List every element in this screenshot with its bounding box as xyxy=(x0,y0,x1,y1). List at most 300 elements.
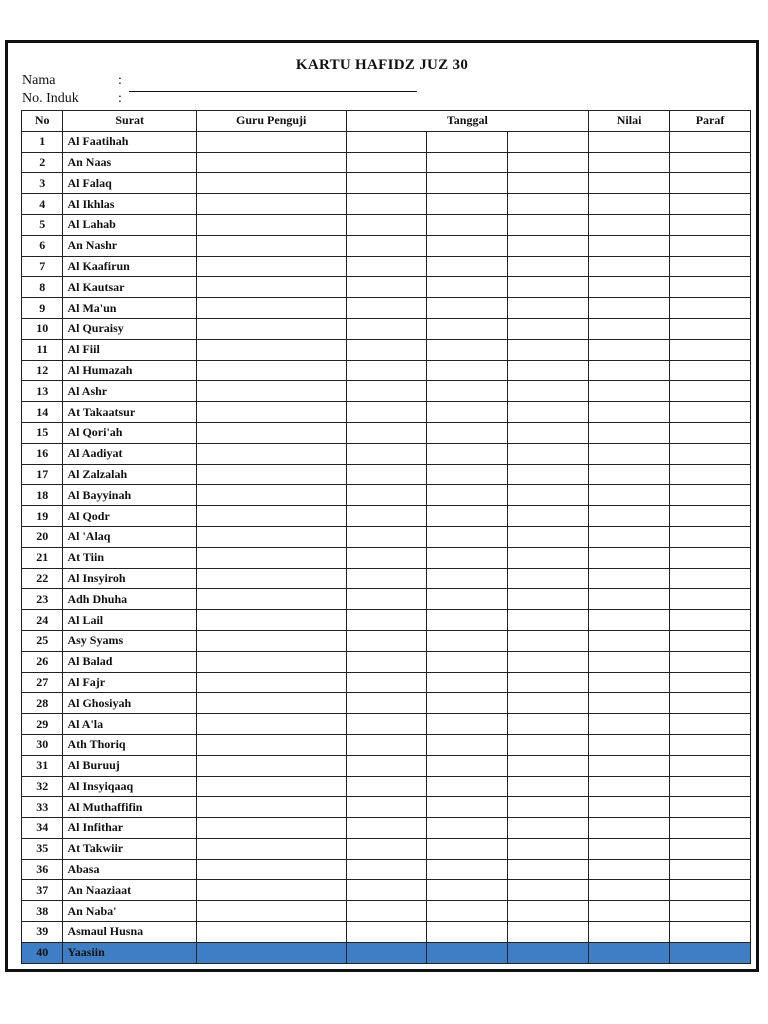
row-no: 17 xyxy=(22,464,63,485)
row-surat: Al Lahab xyxy=(63,214,196,235)
row-no: 18 xyxy=(22,485,63,506)
row-tanggal-2 xyxy=(427,381,508,402)
row-nilai xyxy=(589,547,670,568)
row-surat: Al A'la xyxy=(63,714,196,735)
row-nilai xyxy=(589,859,670,880)
row-no: 1 xyxy=(22,131,63,152)
row-guru-penguji xyxy=(196,152,346,173)
row-surat: At Takwiir xyxy=(63,838,196,859)
row-tanggal-1 xyxy=(346,214,427,235)
row-surat: Al Humazah xyxy=(63,360,196,381)
row-guru-penguji xyxy=(196,214,346,235)
table-row xyxy=(22,838,751,859)
row-tanggal-3 xyxy=(508,776,589,797)
row-paraf xyxy=(670,298,751,319)
row-guru-penguji xyxy=(196,880,346,901)
row-nilai xyxy=(589,818,670,839)
table-row xyxy=(22,797,751,818)
row-no: 20 xyxy=(22,526,63,547)
row-nilai xyxy=(589,318,670,339)
row-tanggal-1 xyxy=(346,859,427,880)
header-surat: Surat xyxy=(63,111,196,132)
row-tanggal-3 xyxy=(508,402,589,423)
row-guru-penguji xyxy=(196,755,346,776)
row-no: 29 xyxy=(22,714,63,735)
row-tanggal-3 xyxy=(508,256,589,277)
row-paraf xyxy=(670,776,751,797)
row-surat: Al Faatihah xyxy=(63,131,196,152)
row-tanggal-2 xyxy=(427,589,508,610)
row-tanggal-2 xyxy=(427,318,508,339)
row-tanggal-3 xyxy=(508,277,589,298)
row-paraf xyxy=(670,755,751,776)
row-no: 16 xyxy=(22,443,63,464)
row-paraf xyxy=(670,672,751,693)
row-tanggal-2 xyxy=(427,734,508,755)
row-no: 15 xyxy=(22,422,63,443)
table-row xyxy=(22,610,751,631)
row-tanggal-3 xyxy=(508,755,589,776)
induk-field xyxy=(22,91,122,107)
row-no: 13 xyxy=(22,381,63,402)
row-tanggal-1 xyxy=(346,443,427,464)
row-tanggal-1 xyxy=(346,360,427,381)
row-paraf xyxy=(670,422,751,443)
row-tanggal-2 xyxy=(427,298,508,319)
row-nilai xyxy=(589,464,670,485)
row-tanggal-2 xyxy=(427,859,508,880)
row-paraf xyxy=(670,402,751,423)
row-guru-penguji xyxy=(196,838,346,859)
row-paraf xyxy=(670,942,751,963)
row-tanggal-2 xyxy=(427,818,508,839)
table-row xyxy=(22,776,751,797)
row-tanggal-1 xyxy=(346,568,427,589)
row-tanggal-1 xyxy=(346,339,427,360)
row-tanggal-2 xyxy=(427,610,508,631)
row-tanggal-1 xyxy=(346,734,427,755)
header-tanggal: Tanggal xyxy=(346,111,589,132)
row-no: 38 xyxy=(22,901,63,922)
row-tanggal-2 xyxy=(427,651,508,672)
row-tanggal-3 xyxy=(508,485,589,506)
row-paraf xyxy=(670,630,751,651)
row-surat: Al Infithar xyxy=(63,818,196,839)
table-row xyxy=(22,277,751,298)
row-nilai xyxy=(589,630,670,651)
table-row xyxy=(22,381,751,402)
row-guru-penguji xyxy=(196,714,346,735)
row-surat: Al Kautsar xyxy=(63,277,196,298)
table-row xyxy=(22,360,751,381)
row-paraf xyxy=(670,131,751,152)
row-paraf xyxy=(670,485,751,506)
row-guru-penguji xyxy=(196,443,346,464)
row-no: 30 xyxy=(22,734,63,755)
row-surat: Al Qori'ah xyxy=(63,422,196,443)
table-row xyxy=(22,755,751,776)
row-paraf xyxy=(670,734,751,755)
row-no: 22 xyxy=(22,568,63,589)
nama-underline xyxy=(129,91,417,92)
table-row xyxy=(22,152,751,173)
nama-colon: : xyxy=(118,73,122,88)
row-tanggal-3 xyxy=(508,672,589,693)
row-paraf xyxy=(670,194,751,215)
row-tanggal-1 xyxy=(346,714,427,735)
row-tanggal-2 xyxy=(427,214,508,235)
row-nilai xyxy=(589,942,670,963)
row-guru-penguji xyxy=(196,298,346,319)
row-tanggal-2 xyxy=(427,922,508,943)
row-tanggal-2 xyxy=(427,838,508,859)
row-paraf xyxy=(670,506,751,527)
row-surat: At Tiin xyxy=(63,547,196,568)
nama-label: Nama xyxy=(22,73,56,88)
row-tanggal-2 xyxy=(427,672,508,693)
row-tanggal-1 xyxy=(346,797,427,818)
row-tanggal-2 xyxy=(427,131,508,152)
row-paraf xyxy=(670,880,751,901)
row-surat: Abasa xyxy=(63,859,196,880)
row-surat: Al Insyiqaaq xyxy=(63,776,196,797)
table-row xyxy=(22,318,751,339)
row-tanggal-1 xyxy=(346,526,427,547)
row-tanggal-1 xyxy=(346,402,427,423)
row-tanggal-1 xyxy=(346,838,427,859)
row-tanggal-2 xyxy=(427,776,508,797)
row-tanggal-1 xyxy=(346,173,427,194)
induk-label: No. Induk xyxy=(22,91,79,106)
row-nilai xyxy=(589,298,670,319)
header-guru-penguji: Guru Penguji xyxy=(196,111,346,132)
row-surat: An Naaziaat xyxy=(63,880,196,901)
row-tanggal-2 xyxy=(427,173,508,194)
row-surat: Al 'Alaq xyxy=(63,526,196,547)
row-nilai xyxy=(589,922,670,943)
row-surat: An Naas xyxy=(63,152,196,173)
row-tanggal-3 xyxy=(508,131,589,152)
row-paraf xyxy=(670,318,751,339)
row-tanggal-2 xyxy=(427,568,508,589)
row-guru-penguji xyxy=(196,859,346,880)
table-row xyxy=(22,256,751,277)
row-guru-penguji xyxy=(196,901,346,922)
row-guru-penguji xyxy=(196,131,346,152)
row-paraf xyxy=(670,443,751,464)
row-surat: At Takaatsur xyxy=(63,402,196,423)
row-guru-penguji xyxy=(196,422,346,443)
row-no: 2 xyxy=(22,152,63,173)
row-nilai xyxy=(589,693,670,714)
row-guru-penguji xyxy=(196,194,346,215)
row-tanggal-3 xyxy=(508,880,589,901)
row-tanggal-3 xyxy=(508,214,589,235)
row-paraf xyxy=(670,339,751,360)
row-no: 12 xyxy=(22,360,63,381)
row-surat: Al Falaq xyxy=(63,173,196,194)
row-guru-penguji xyxy=(196,235,346,256)
row-tanggal-1 xyxy=(346,776,427,797)
row-tanggal-1 xyxy=(346,422,427,443)
row-guru-penguji xyxy=(196,318,346,339)
row-nilai xyxy=(589,402,670,423)
row-tanggal-3 xyxy=(508,859,589,880)
row-tanggal-3 xyxy=(508,464,589,485)
row-surat: Al Quraisy xyxy=(63,318,196,339)
row-tanggal-2 xyxy=(427,630,508,651)
row-paraf xyxy=(670,838,751,859)
row-nilai xyxy=(589,880,670,901)
row-tanggal-3 xyxy=(508,734,589,755)
row-no: 24 xyxy=(22,610,63,631)
row-paraf xyxy=(670,381,751,402)
row-nilai xyxy=(589,755,670,776)
row-paraf xyxy=(670,610,751,631)
row-nilai xyxy=(589,651,670,672)
row-no: 23 xyxy=(22,589,63,610)
row-tanggal-2 xyxy=(427,506,508,527)
row-tanggal-2 xyxy=(427,464,508,485)
row-no: 3 xyxy=(22,173,63,194)
row-paraf xyxy=(670,818,751,839)
row-no: 4 xyxy=(22,194,63,215)
row-guru-penguji xyxy=(196,651,346,672)
row-nilai xyxy=(589,339,670,360)
row-tanggal-2 xyxy=(427,526,508,547)
row-nilai xyxy=(589,422,670,443)
row-paraf xyxy=(670,859,751,880)
row-tanggal-3 xyxy=(508,651,589,672)
row-tanggal-3 xyxy=(508,922,589,943)
table-row xyxy=(22,422,751,443)
row-nilai xyxy=(589,173,670,194)
row-nilai xyxy=(589,776,670,797)
row-tanggal-1 xyxy=(346,755,427,776)
row-no: 37 xyxy=(22,880,63,901)
row-nilai xyxy=(589,381,670,402)
row-tanggal-3 xyxy=(508,547,589,568)
row-no: 39 xyxy=(22,922,63,943)
table-row xyxy=(22,214,751,235)
row-no: 27 xyxy=(22,672,63,693)
row-nilai xyxy=(589,797,670,818)
row-tanggal-2 xyxy=(427,277,508,298)
row-no: 8 xyxy=(22,277,63,298)
row-nilai xyxy=(589,194,670,215)
row-guru-penguji xyxy=(196,693,346,714)
row-tanggal-3 xyxy=(508,339,589,360)
row-tanggal-1 xyxy=(346,256,427,277)
row-nilai xyxy=(589,672,670,693)
row-tanggal-3 xyxy=(508,173,589,194)
row-no: 34 xyxy=(22,818,63,839)
row-tanggal-2 xyxy=(427,797,508,818)
row-tanggal-1 xyxy=(346,901,427,922)
row-guru-penguji xyxy=(196,173,346,194)
row-surat: Al Lail xyxy=(63,610,196,631)
table-row xyxy=(22,672,751,693)
row-no: 14 xyxy=(22,402,63,423)
row-tanggal-3 xyxy=(508,630,589,651)
row-no: 7 xyxy=(22,256,63,277)
row-guru-penguji xyxy=(196,589,346,610)
row-tanggal-1 xyxy=(346,693,427,714)
row-tanggal-2 xyxy=(427,152,508,173)
table-row xyxy=(22,402,751,423)
row-paraf xyxy=(670,568,751,589)
row-surat: Yaasiin xyxy=(63,942,196,963)
table-row xyxy=(22,298,751,319)
row-paraf xyxy=(670,360,751,381)
row-tanggal-3 xyxy=(508,901,589,922)
row-paraf xyxy=(670,714,751,735)
row-paraf xyxy=(670,526,751,547)
row-tanggal-3 xyxy=(508,568,589,589)
row-tanggal-1 xyxy=(346,547,427,568)
row-surat: Al Bayyinah xyxy=(63,485,196,506)
row-nilai xyxy=(589,256,670,277)
row-tanggal-2 xyxy=(427,360,508,381)
row-paraf xyxy=(670,235,751,256)
row-tanggal-1 xyxy=(346,610,427,631)
row-paraf xyxy=(670,693,751,714)
row-guru-penguji xyxy=(196,547,346,568)
row-surat: Al Buruuj xyxy=(63,755,196,776)
row-paraf xyxy=(670,256,751,277)
row-tanggal-1 xyxy=(346,506,427,527)
row-tanggal-3 xyxy=(508,589,589,610)
row-tanggal-3 xyxy=(508,318,589,339)
row-nilai xyxy=(589,714,670,735)
row-tanggal-2 xyxy=(427,547,508,568)
row-surat: Al Aadiyat xyxy=(63,443,196,464)
row-paraf xyxy=(670,152,751,173)
row-no: 11 xyxy=(22,339,63,360)
row-tanggal-3 xyxy=(508,942,589,963)
induk-colon: : xyxy=(118,91,122,106)
header-no: No xyxy=(22,111,63,132)
row-surat: Al Ikhlas xyxy=(63,194,196,215)
row-guru-penguji xyxy=(196,256,346,277)
row-tanggal-3 xyxy=(508,194,589,215)
row-tanggal-2 xyxy=(427,693,508,714)
row-nilai xyxy=(589,443,670,464)
row-surat: Al Ashr xyxy=(63,381,196,402)
table-row xyxy=(22,901,751,922)
row-surat: Asmaul Husna xyxy=(63,922,196,943)
row-tanggal-2 xyxy=(427,235,508,256)
row-tanggal-3 xyxy=(508,610,589,631)
row-tanggal-2 xyxy=(427,402,508,423)
row-tanggal-3 xyxy=(508,714,589,735)
row-tanggal-2 xyxy=(427,443,508,464)
row-paraf xyxy=(670,277,751,298)
row-surat: Al Fajr xyxy=(63,672,196,693)
row-guru-penguji xyxy=(196,485,346,506)
row-guru-penguji xyxy=(196,506,346,527)
row-paraf xyxy=(670,173,751,194)
row-guru-penguji xyxy=(196,672,346,693)
row-guru-penguji xyxy=(196,339,346,360)
table-row xyxy=(22,485,751,506)
table-body xyxy=(22,131,751,963)
row-tanggal-1 xyxy=(346,464,427,485)
row-surat: Al Balad xyxy=(63,651,196,672)
row-guru-penguji xyxy=(196,568,346,589)
table-row xyxy=(22,235,751,256)
table-row xyxy=(22,714,751,735)
row-tanggal-1 xyxy=(346,651,427,672)
card-title: KARTU HAFIDZ JUZ 30 xyxy=(295,57,469,73)
row-tanggal-1 xyxy=(346,298,427,319)
row-guru-penguji xyxy=(196,277,346,298)
table-row xyxy=(22,630,751,651)
row-tanggal-3 xyxy=(508,360,589,381)
hafalan-table xyxy=(21,110,751,964)
row-guru-penguji xyxy=(196,381,346,402)
row-no: 25 xyxy=(22,630,63,651)
table-row xyxy=(22,547,751,568)
row-guru-penguji xyxy=(196,610,346,631)
row-tanggal-3 xyxy=(508,443,589,464)
row-no: 6 xyxy=(22,235,63,256)
row-tanggal-2 xyxy=(427,880,508,901)
row-no: 5 xyxy=(22,214,63,235)
row-surat: Al Qodr xyxy=(63,506,196,527)
row-tanggal-1 xyxy=(346,485,427,506)
row-no: 36 xyxy=(22,859,63,880)
row-tanggal-1 xyxy=(346,942,427,963)
table-row xyxy=(22,859,751,880)
row-tanggal-3 xyxy=(508,298,589,319)
row-surat: Al Muthaffifin xyxy=(63,797,196,818)
row-tanggal-1 xyxy=(346,672,427,693)
row-surat: An Nashr xyxy=(63,235,196,256)
row-no: 33 xyxy=(22,797,63,818)
row-guru-penguji xyxy=(196,776,346,797)
row-guru-penguji xyxy=(196,402,346,423)
row-paraf xyxy=(670,464,751,485)
row-nilai xyxy=(589,610,670,631)
row-surat: Al Ma'un xyxy=(63,298,196,319)
row-guru-penguji xyxy=(196,630,346,651)
row-surat: Al Ghosiyah xyxy=(63,693,196,714)
row-nilai xyxy=(589,214,670,235)
row-no: 21 xyxy=(22,547,63,568)
row-no: 10 xyxy=(22,318,63,339)
table-row xyxy=(22,693,751,714)
row-no: 40 xyxy=(22,942,63,963)
row-tanggal-3 xyxy=(508,152,589,173)
row-surat: Al Kaafirun xyxy=(63,256,196,277)
row-paraf xyxy=(670,589,751,610)
row-tanggal-3 xyxy=(508,797,589,818)
row-nilai xyxy=(589,506,670,527)
nama-field xyxy=(22,73,122,89)
table-row xyxy=(22,568,751,589)
table-row xyxy=(22,443,751,464)
row-nilai xyxy=(589,277,670,298)
table-row xyxy=(22,942,751,963)
row-no: 9 xyxy=(22,298,63,319)
table-row xyxy=(22,818,751,839)
row-surat: An Naba' xyxy=(63,901,196,922)
row-tanggal-3 xyxy=(508,818,589,839)
row-guru-penguji xyxy=(196,360,346,381)
row-surat: Adh Dhuha xyxy=(63,589,196,610)
row-tanggal-1 xyxy=(346,922,427,943)
